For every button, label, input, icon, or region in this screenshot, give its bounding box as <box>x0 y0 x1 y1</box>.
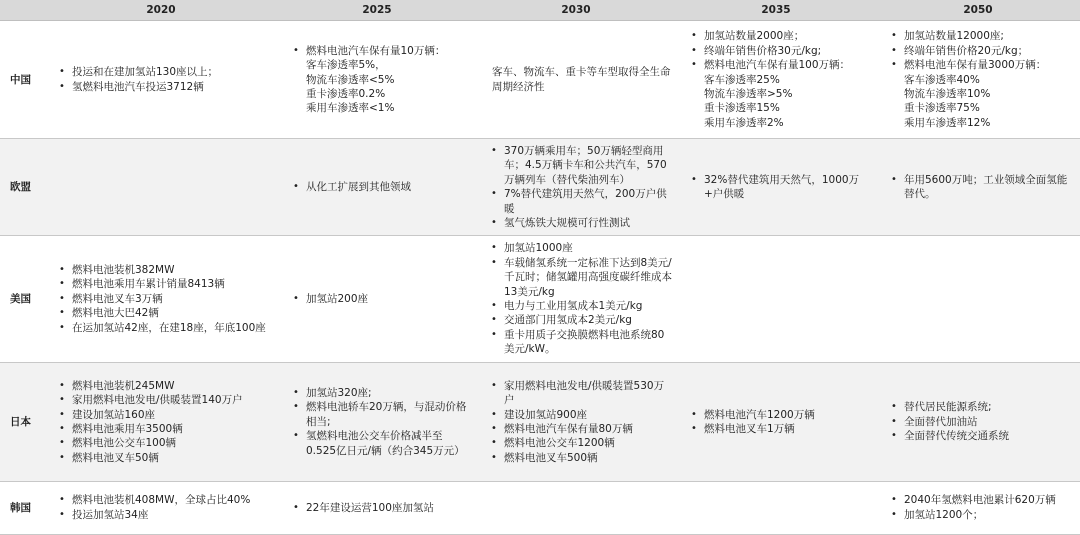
header-corner <box>0 0 44 21</box>
bullet-item: • 燃料电池乘用车3500辆 <box>72 422 274 436</box>
bullet-item: • 家用燃料电池发电/供暖装置140万户 <box>72 393 274 407</box>
table-cell <box>476 21 676 139</box>
table-cell <box>476 139 676 235</box>
table-cell <box>876 139 1080 235</box>
header-year-2050: 2050 <box>876 0 1080 21</box>
table-cell <box>476 481 676 534</box>
bullet-item: • 建设加氢站900座 <box>504 408 672 422</box>
bullet-item: • 燃料电池装机408MW，全球占比40% <box>72 493 274 507</box>
bullet-item: • 7%替代建筑用天然气，200万户供暖 <box>504 187 672 216</box>
bullet-list <box>292 292 472 306</box>
table-cell <box>476 363 676 481</box>
table-row <box>0 235 1080 362</box>
table-cell <box>676 481 876 534</box>
bullet-list <box>690 408 872 437</box>
bullet-item: • 加氢站数量12000座; <box>904 29 1076 43</box>
bullet-item: • 燃料电池公交车1200辆 <box>504 436 672 450</box>
bullet-item: • 车载储氢系统一定标准下达到8美元/千瓦时；储氢罐用高强度碳纤维成本13美元/kg <box>504 256 672 299</box>
bullet-item: • 电力与工业用氢成本1美元/kg <box>504 299 672 313</box>
bullet-list <box>890 29 1076 130</box>
country-label: 韩国 <box>10 501 31 514</box>
bullet-item: • 从化工扩展到其他领域 <box>306 180 472 194</box>
bullet-list <box>490 379 672 465</box>
table-cell <box>476 235 676 362</box>
table-cell <box>44 21 278 139</box>
bullet-item: • 年用5600万吨；工业领域全面氢能替代。 <box>904 173 1076 202</box>
bullet-list <box>890 493 1076 522</box>
bullet-item: • 重卡用质子交换膜燃料电池系统80美元/kW。 <box>504 328 672 357</box>
table-cell <box>44 363 278 481</box>
table-cell <box>876 235 1080 362</box>
table-cell <box>876 21 1080 139</box>
table-cell <box>278 21 476 139</box>
bullet-item: • 氢燃料电池公交车价格减半至0.525亿日元/辆（约合345万元） <box>306 429 472 458</box>
bullet-item: • 加氢站1200个； <box>904 508 1076 522</box>
bullet-item: • 燃料电池装机245MW <box>72 379 274 393</box>
bullet-list <box>690 173 872 202</box>
bullet-item: • 投运和在建加氢站130座以上； <box>72 65 274 79</box>
table-cell <box>676 21 876 139</box>
header-row <box>0 0 1080 21</box>
table-cell <box>278 481 476 534</box>
bullet-item: • 加氢站1000座 <box>504 241 672 255</box>
bullet-item: • 替代居民能源系统; <box>904 400 1076 414</box>
bullet-item: • 2040年氢燃料电池累计620万辆 <box>904 493 1076 507</box>
header-year-2030: 2030 <box>476 0 676 21</box>
bullet-list <box>58 65 274 94</box>
bullet-item: • 终端年销售价格30元/kg; <box>704 44 872 58</box>
bullet-item: • 终端年销售价格20元/kg； <box>904 44 1076 58</box>
bullet-list <box>292 180 472 194</box>
table-cell <box>44 235 278 362</box>
bullet-item: • 燃料电池大巴42辆 <box>72 306 274 320</box>
country-label: 美国 <box>10 292 31 305</box>
country-label: 欧盟 <box>0 139 44 235</box>
bullet-item: • 燃料电池叉车500辆 <box>504 451 672 465</box>
table-row <box>0 21 1080 139</box>
cell-text: 客车、物流车、重卡等车型取得全生命周期经济性 <box>492 66 671 93</box>
bullet-item: • 全面替代加油站 <box>904 415 1076 429</box>
bullet-item: • 燃料电池汽车保有量80万辆 <box>504 422 672 436</box>
bullet-item: • 交通部门用氢成本2美元/kg <box>504 313 672 327</box>
bullet-item: • 燃料电池装机382MW <box>72 263 274 277</box>
bullet-item: • 22年建设运营100座加氢站 <box>306 501 472 515</box>
table-cell <box>44 139 278 235</box>
bullet-list <box>490 144 672 230</box>
bullet-item: • 全面替代传统交通系统 <box>904 429 1076 443</box>
table-cell <box>278 363 476 481</box>
header-year-2025: 2025 <box>278 0 476 21</box>
bullet-item: • 燃料电池汽车1200万辆 <box>704 408 872 422</box>
bullet-item: • 32%替代建筑用天然气，1000万+户供暖 <box>704 173 872 202</box>
bullet-item: • 燃料电池车保有量3000万辆： 客车渗透率40% 物流车渗透率10% 重卡渗透率75% 乘用车渗透率12% <box>904 58 1076 130</box>
header-year-2035: 2035 <box>676 0 876 21</box>
bullet-item: • 氢燃料电池汽车投运3712辆 <box>72 80 274 94</box>
table-cell <box>278 235 476 362</box>
bullet-item: • 氢气炼铁大规模可行性测试 <box>504 216 672 230</box>
bullet-item: • 建设加氢站160座 <box>72 408 274 422</box>
table-cell <box>676 363 876 481</box>
bullet-list <box>58 493 274 522</box>
table-cell <box>676 139 876 235</box>
table-row <box>0 363 1080 481</box>
bullet-item: • 燃料电池乘用车累计销量8413辆 <box>72 277 274 291</box>
table-cell <box>876 481 1080 534</box>
bullet-list <box>890 173 1076 202</box>
table-cell <box>44 481 278 534</box>
table-row <box>0 481 1080 534</box>
bullet-list <box>292 386 472 458</box>
bullet-item: • 加氢站数量2000座； <box>704 29 872 43</box>
bullet-item: • 加氢站200座 <box>306 292 472 306</box>
bullet-item: • 370万辆乘用车；50万辆轻型商用车；4.5万辆卡车和公共汽车，570万辆列车（替代柴油列车） <box>504 144 672 187</box>
table-row <box>0 139 1080 235</box>
bullet-item: • 投运加氢站34座 <box>72 508 274 522</box>
country-label: 日本 <box>0 363 44 481</box>
bullet-list <box>490 241 672 356</box>
bullet-item: • 家用燃料电池发电/供暖装置530万户 <box>504 379 672 408</box>
bullet-item: • 燃料电池叉车50辆 <box>72 451 274 465</box>
bullet-item: • 加氢站320座; <box>306 386 472 400</box>
country-label: 中国 <box>10 73 31 86</box>
table-cell <box>876 363 1080 481</box>
table-cell <box>676 235 876 362</box>
bullet-list <box>292 501 472 515</box>
bullet-list <box>58 379 274 465</box>
bullet-item: • 燃料电池叉车1万辆 <box>704 422 872 436</box>
bullet-item: • 燃料电池叉车3万辆 <box>72 292 274 306</box>
bullet-list <box>292 44 472 116</box>
bullet-item: • 燃料电池汽车保有量100万辆： 客车渗透率25% 物流车渗透率>5% 重卡渗透率15% 乘用车渗透率2% <box>704 58 872 130</box>
bullet-item: • 在运加氢站42座，在建18座，年底100座 <box>72 321 274 335</box>
bullet-item: • 燃料电池公交车100辆 <box>72 436 274 450</box>
header-year-2020: 2020 <box>44 0 278 21</box>
table-cell <box>278 139 476 235</box>
bullet-item: • 燃料电池轿车20万辆，与混动价格相当; <box>306 400 472 429</box>
bullet-list <box>690 29 872 130</box>
bullet-item: • 燃料电池汽车保有量10万辆： 客车渗透率5%， 物流车渗透率<5% 重卡渗透率0.2% 乘用车渗透率<1% <box>306 44 472 116</box>
bullet-list <box>58 263 274 335</box>
bullet-list <box>890 400 1076 443</box>
